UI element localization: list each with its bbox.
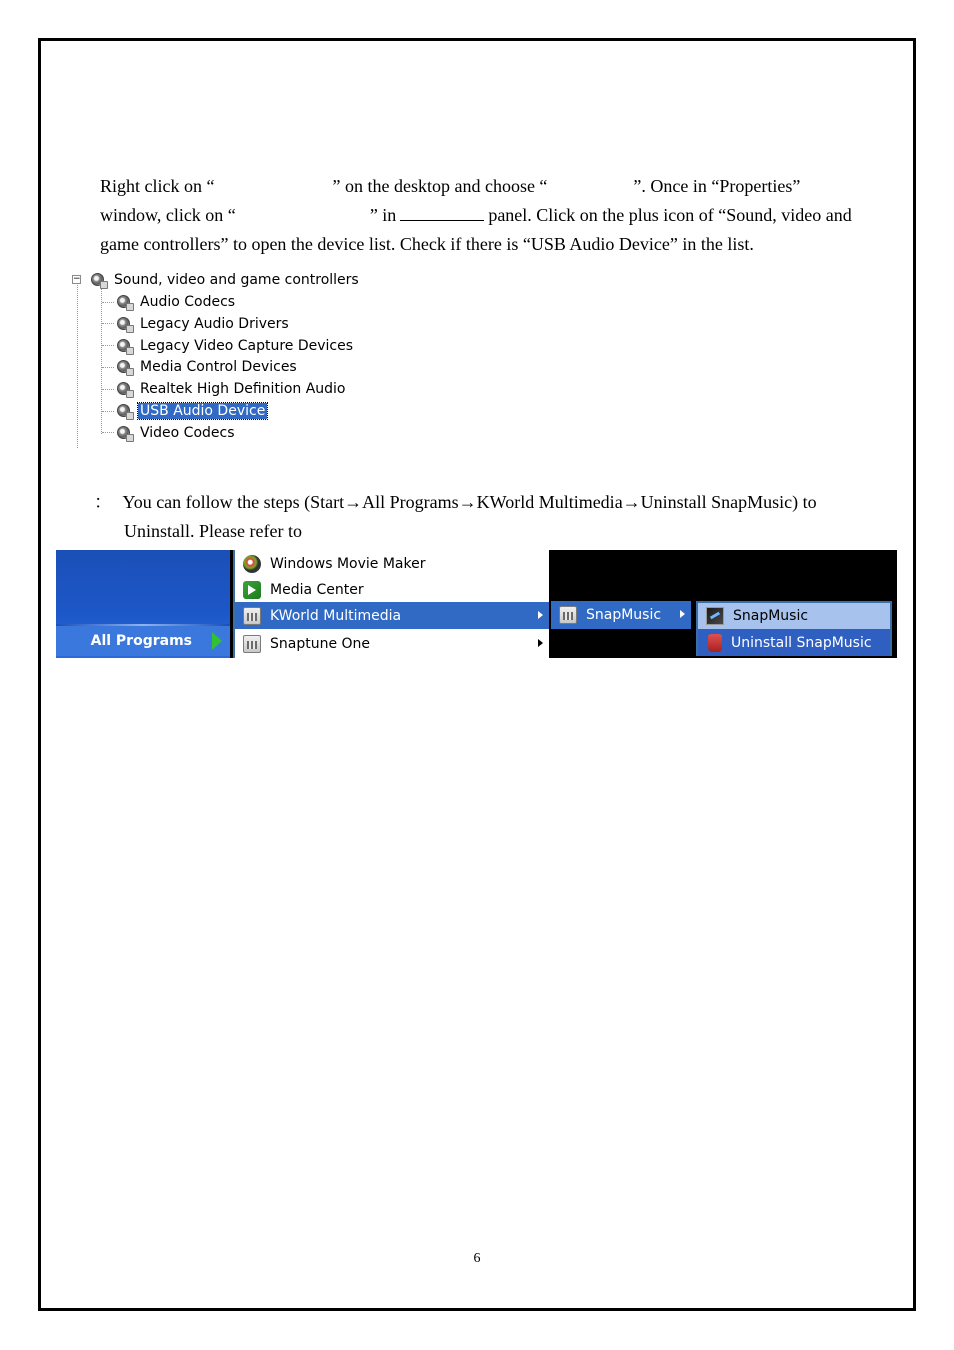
tree-item[interactable] (102, 379, 348, 399)
program-folder-icon (243, 607, 261, 625)
program-folder-icon (559, 606, 577, 624)
speaker-icon (116, 338, 132, 354)
media-center-icon (243, 581, 261, 599)
list-marker: ： (94, 492, 112, 512)
kworld-submenu (551, 601, 691, 629)
tree-item-label: Audio Codecs (140, 294, 236, 310)
uninstall-icon (708, 634, 722, 652)
speaker-icon (116, 381, 132, 397)
menu-item-snaptune-one[interactable]: Snaptune One (235, 630, 549, 657)
tree-item[interactable] (102, 357, 299, 377)
program-folder-icon (243, 635, 261, 653)
submenu-arrow-icon (538, 639, 543, 647)
menu-item-snapmusic-folder[interactable]: SnapMusic (551, 601, 691, 629)
tree-item[interactable] (102, 401, 267, 421)
programs-submenu (233, 550, 549, 658)
blank-panel-name (400, 204, 484, 221)
snapmusic-icon (706, 607, 724, 625)
tree-item[interactable] (102, 423, 237, 443)
tree-item[interactable] (102, 336, 355, 356)
tree-item-label-selected: USB Audio Device (140, 403, 266, 419)
movie-maker-icon (243, 555, 261, 573)
tree-item-label: Realtek High Definition Audio (140, 381, 346, 398)
speaker-icon (90, 272, 106, 288)
uninstall-line-1: ： You can follow the steps (Start→All Programs→KWorld Multimedia→Uninstall SnapMusic) to (94, 492, 817, 512)
speaker-icon (116, 425, 132, 441)
menu-item-snapmusic[interactable]: SnapMusic (698, 603, 890, 629)
collapse-icon[interactable]: − (73, 274, 81, 284)
submenu-arrow-icon (538, 611, 543, 619)
tree-item-label: Legacy Video Capture Devices (140, 337, 354, 354)
instruction-line-3: game controllers” to open the device list. Check if there is “USB Audio Device” in the list. (100, 234, 754, 254)
tree-item-label: Legacy Audio Drivers (140, 315, 289, 332)
start-menu-left-pane (56, 550, 230, 658)
tree-item[interactable] (102, 292, 237, 312)
page-number: 6 (473, 1251, 481, 1266)
speaker-icon (116, 316, 132, 332)
tree-item[interactable] (102, 314, 291, 334)
snapmusic-submenu (696, 601, 892, 656)
instruction-line-2: window, click on “ ” in panel. Click on the plus icon of “Sound, video and (100, 205, 852, 225)
menu-item-windows-movie-maker[interactable]: Windows Movie Maker (235, 550, 549, 577)
all-programs-button[interactable]: All Programs (56, 626, 230, 656)
device-manager-tree (70, 266, 370, 448)
tree-item-label: Media Control Devices (140, 359, 297, 376)
menu-item-kworld-multimedia[interactable]: KWorld Multimedia (235, 602, 549, 629)
tree-root-sound-video-game[interactable]: Sound, video and game controllers (90, 270, 361, 290)
menu-item-uninstall-snapmusic[interactable]: Uninstall SnapMusic (698, 629, 890, 656)
menu-item-media-center[interactable]: Media Center (235, 576, 549, 603)
start-menu-screenshot (56, 550, 897, 658)
speaker-icon (116, 294, 132, 310)
speaker-icon (116, 403, 132, 419)
uninstall-line-2: Uninstall. Please refer to (124, 521, 302, 541)
speaker-icon (116, 359, 132, 375)
instruction-line-1: Right click on “ ” on the desktop and choose “ ”. Once in “Properties” (100, 176, 801, 196)
tree-item-label: Video Codecs (140, 424, 235, 441)
submenu-arrow-icon (680, 610, 685, 618)
green-arrow-icon (212, 632, 222, 650)
